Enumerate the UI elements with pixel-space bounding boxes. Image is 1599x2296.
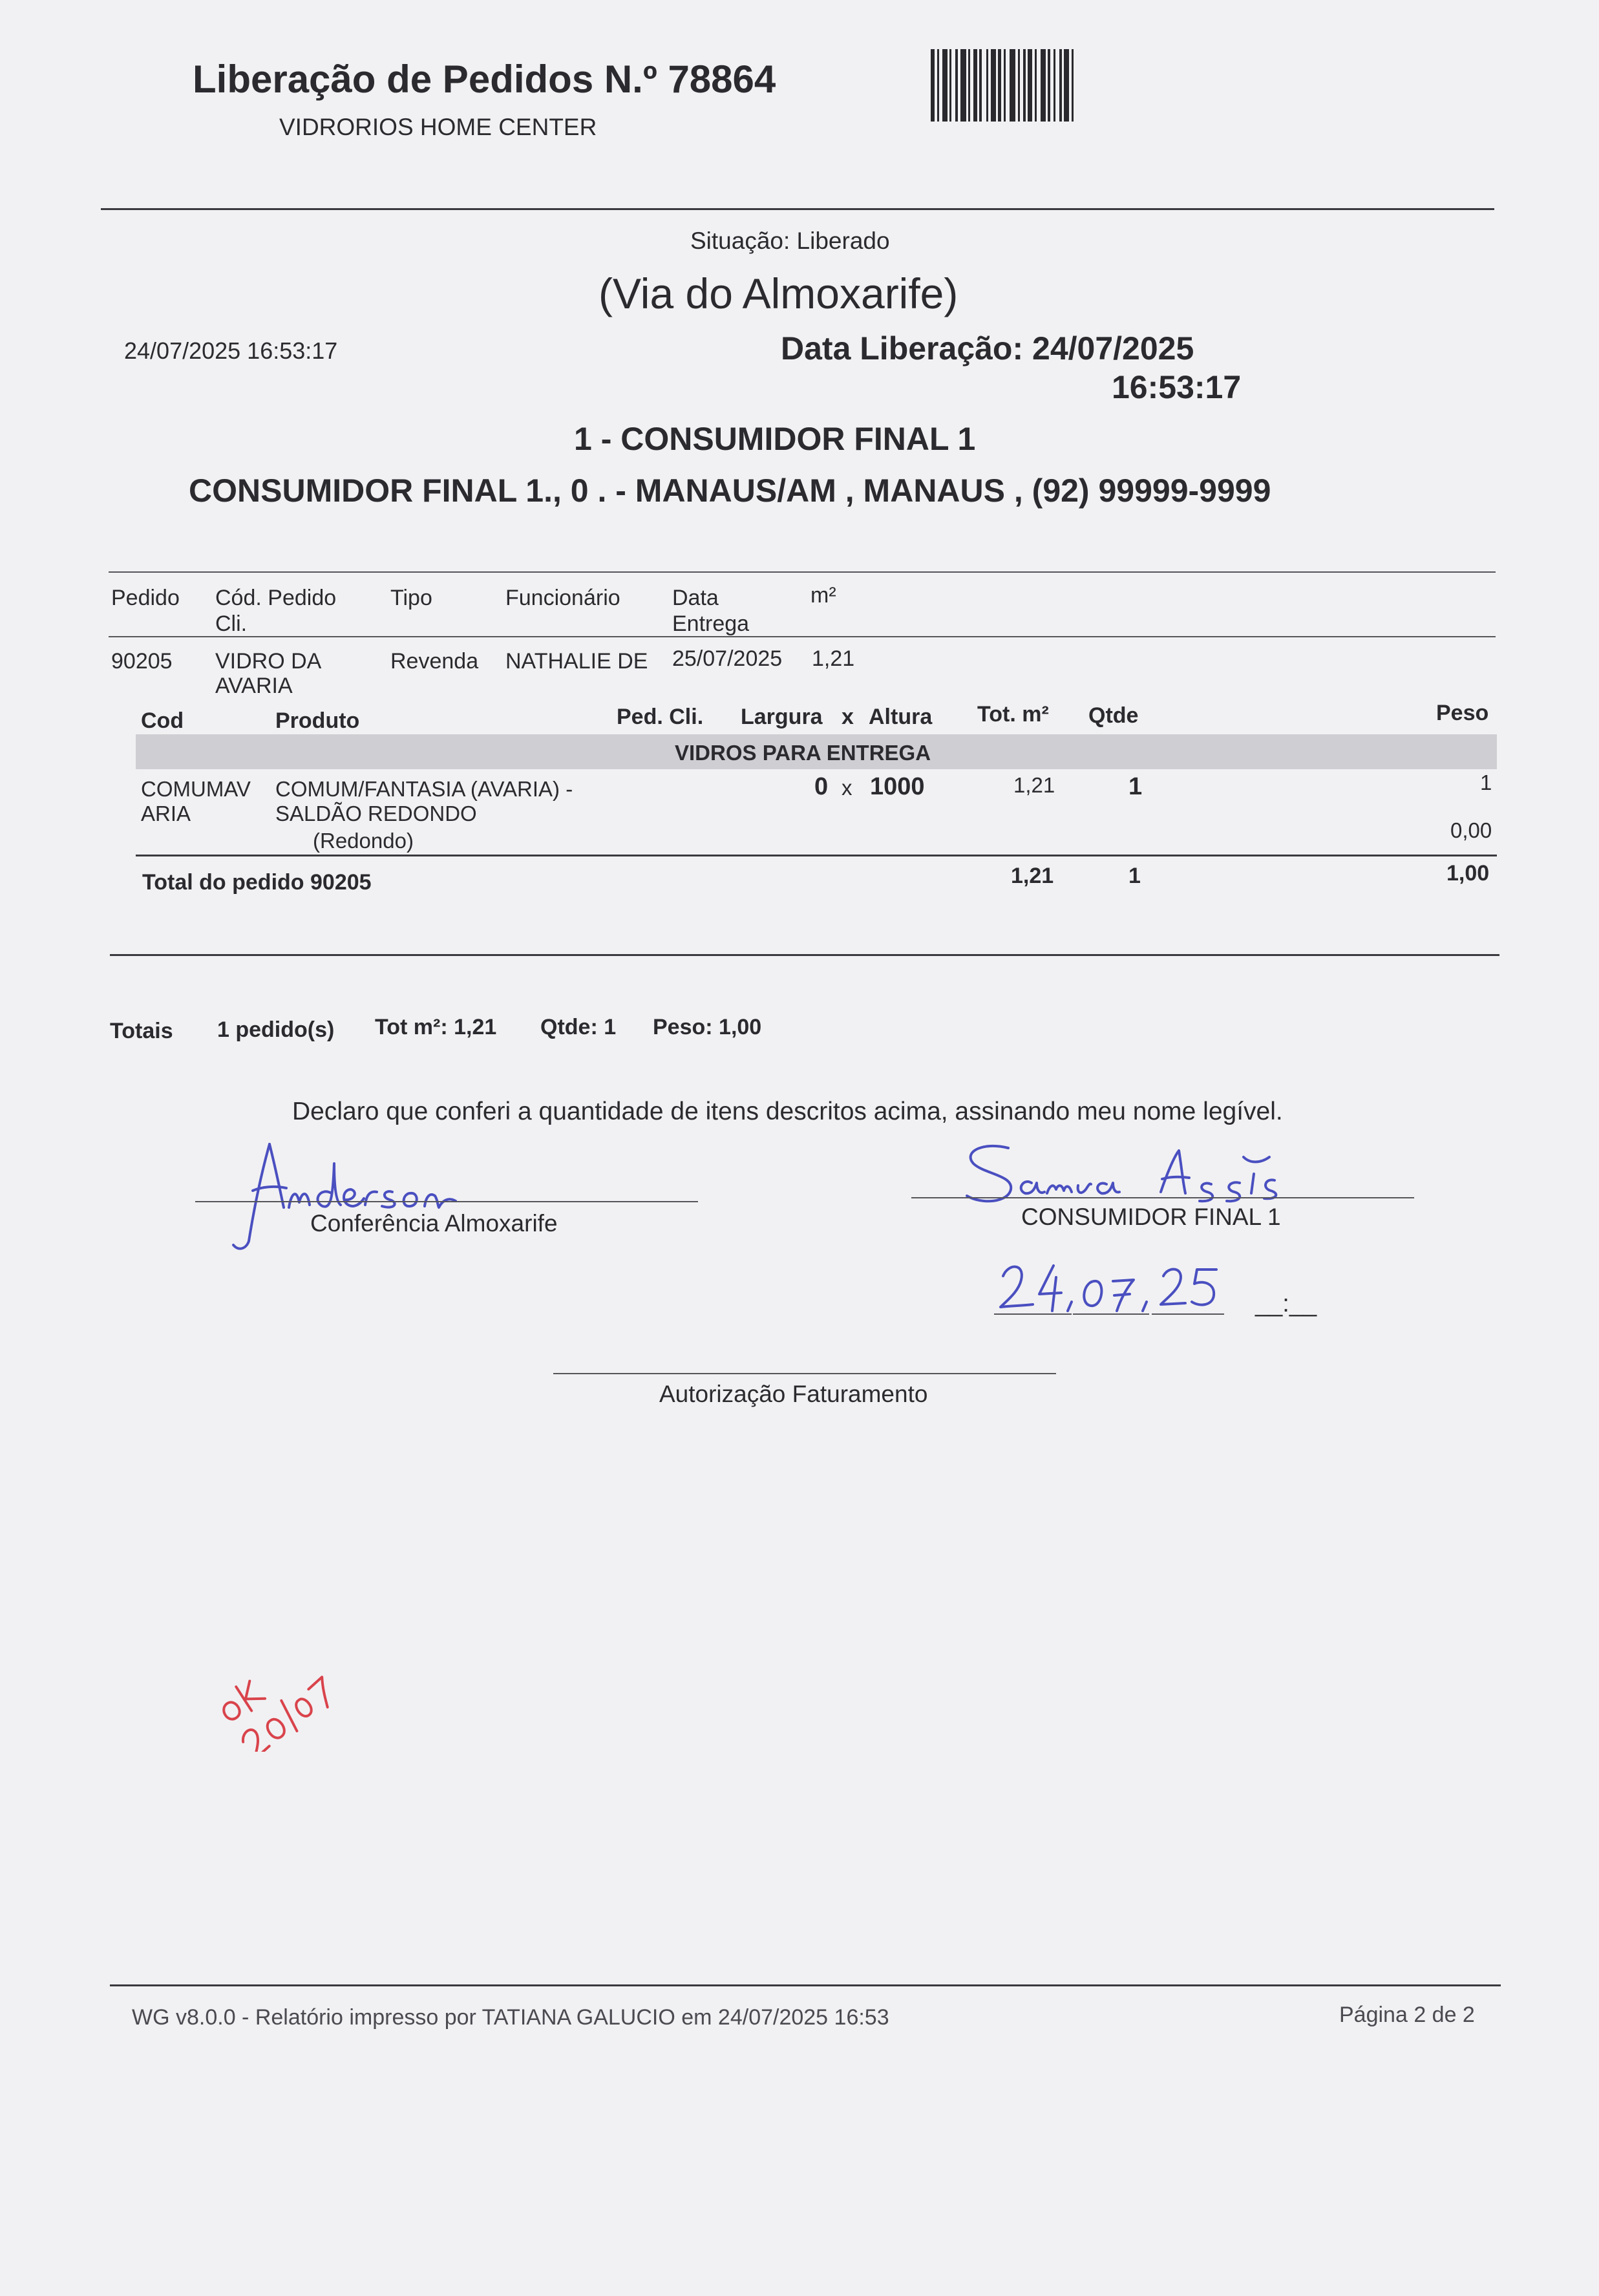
item-tot-m2: 1,21: [1013, 773, 1055, 797]
item-header-ped-cli: Ped. Cli.: [617, 705, 704, 729]
document-title: Liberação de Pedidos N.º 78864: [193, 58, 776, 101]
barcode-bar: [1028, 49, 1032, 122]
order-cod-pedido: VIDRO DA: [215, 649, 322, 674]
order-total-qtde: 1: [1128, 864, 1141, 888]
totals-pedidos: 1 pedido(s): [217, 1017, 335, 1042]
item-largura: 0: [814, 773, 829, 800]
col-header-pedido: Pedido: [111, 586, 180, 610]
barcode-bar: [991, 49, 996, 122]
date-underline-day: [994, 1313, 1072, 1315]
item-header-largura: Largura: [741, 705, 823, 729]
order-total-label: Total do pedido 90205: [142, 870, 372, 895]
col-header-funcionario: Funcionário: [505, 586, 620, 610]
barcode-bar: [960, 49, 966, 122]
item-altura: 1000: [870, 773, 925, 800]
print-datetime: 24/07/2025 16:53:17: [124, 337, 338, 364]
declaration-text: Declaro que conferi a quantidade de itens descritos acima, assinando meu nome legível.: [292, 1098, 1283, 1125]
via-label: (Via do Almoxarife): [598, 270, 958, 317]
order-table-top-rule: [109, 571, 1496, 573]
col-header-cod-pedido-cli: Cli.: [215, 611, 248, 636]
item-cod-2: ARIA: [141, 802, 191, 825]
left-signature-label: Conferência Almoxarife: [310, 1210, 558, 1237]
red-handwritten-note: [206, 1629, 348, 1752]
barcode-bar: [1064, 49, 1069, 122]
time-blank: __:__: [1255, 1290, 1317, 1317]
date-underline-month: [1073, 1313, 1149, 1315]
item-header-qtde: Qtde: [1088, 703, 1139, 728]
totals-divider: [110, 954, 1499, 956]
totals-tot-m2: Tot m²: 1,21: [375, 1015, 497, 1039]
barcode-bar: [1010, 49, 1015, 122]
header-divider: [101, 208, 1494, 210]
item-qtde: 1: [1128, 773, 1143, 800]
footer-printed-by: WG v8.0.0 - Relatório impresso por TATIANA GALUCIO em 24/07/2025 16:53: [132, 2005, 889, 2030]
release-date: Data Liberação: 24/07/2025: [781, 330, 1194, 367]
items-total-rule: [136, 855, 1497, 856]
client-address: CONSUMIDOR FINAL 1., 0 . - MANAUS/AM , MANAUS , (92) 99999-9999: [189, 473, 1271, 509]
totals-label: Totais: [110, 1019, 173, 1043]
handwritten-date: [994, 1244, 1233, 1321]
col-header-data: Data: [672, 586, 719, 610]
section-title: VIDROS PARA ENTREGA: [675, 741, 931, 765]
totals-peso: Peso: 1,00: [653, 1015, 762, 1039]
col-header-tipo: Tipo: [390, 586, 432, 610]
right-signature-label: CONSUMIDOR FINAL 1: [1021, 1204, 1281, 1230]
left-signature-line: [195, 1201, 698, 1202]
item-peso: 1: [1480, 771, 1492, 794]
authorization-line: [553, 1373, 1056, 1374]
item-produto-2: SALDÃO REDONDO: [275, 802, 477, 825]
order-tipo: Revenda: [390, 649, 479, 674]
authorization-label: Autorização Faturamento: [659, 1381, 928, 1407]
item-header-produto: Produto: [275, 708, 360, 733]
order-pedido: 90205: [111, 649, 173, 674]
item-header-altura: Altura: [869, 705, 933, 729]
order-cod-pedido-2: AVARIA: [215, 674, 293, 698]
order-m2: 1,21: [812, 646, 855, 671]
col-header-m2: m²: [810, 583, 836, 608]
order-data-entrega: 25/07/2025: [672, 646, 783, 671]
item-produto: COMUM/FANTASIA (AVARIA) -: [275, 777, 573, 801]
order-table-header-rule: [109, 636, 1496, 637]
item-cod: COMUMAV: [141, 777, 251, 801]
right-signature-line: [911, 1197, 1414, 1198]
company-name: VIDRORIOS HOME CENTER: [279, 114, 597, 140]
footer-divider: [110, 1984, 1501, 1986]
order-total-peso: 1,00: [1446, 861, 1490, 886]
barcode: [931, 49, 1174, 122]
totals-qtde: Qtde: 1: [540, 1015, 617, 1039]
item-x: x: [842, 776, 852, 800]
barcode-bar: [1074, 49, 1077, 122]
item-header-tot-m2: Tot. m²: [977, 702, 1049, 727]
col-header-entrega: Entrega: [672, 611, 750, 636]
client-name: 1 - CONSUMIDOR FINAL 1: [574, 421, 976, 457]
order-funcionario: NATHALIE DE: [505, 649, 648, 674]
release-time: 16:53:17: [1112, 369, 1242, 405]
date-underline-year: [1152, 1313, 1224, 1315]
item-header-peso: Peso: [1436, 701, 1489, 725]
item-produto-3: (Redondo): [313, 829, 414, 853]
item-header-x: x: [842, 705, 854, 729]
barcode-bar: [942, 49, 948, 122]
item-peso-2: 0,00: [1450, 818, 1492, 842]
footer-page-number: Página 2 de 2: [1339, 2003, 1475, 2027]
barcode-bar: [1041, 49, 1046, 122]
col-header-cod-pedido: Cód. Pedido: [215, 586, 337, 610]
item-header-cod: Cod: [141, 708, 184, 733]
order-total-m2: 1,21: [1011, 864, 1054, 888]
barcode-bar: [982, 49, 986, 122]
status-text: Situação: Liberado: [690, 228, 890, 254]
